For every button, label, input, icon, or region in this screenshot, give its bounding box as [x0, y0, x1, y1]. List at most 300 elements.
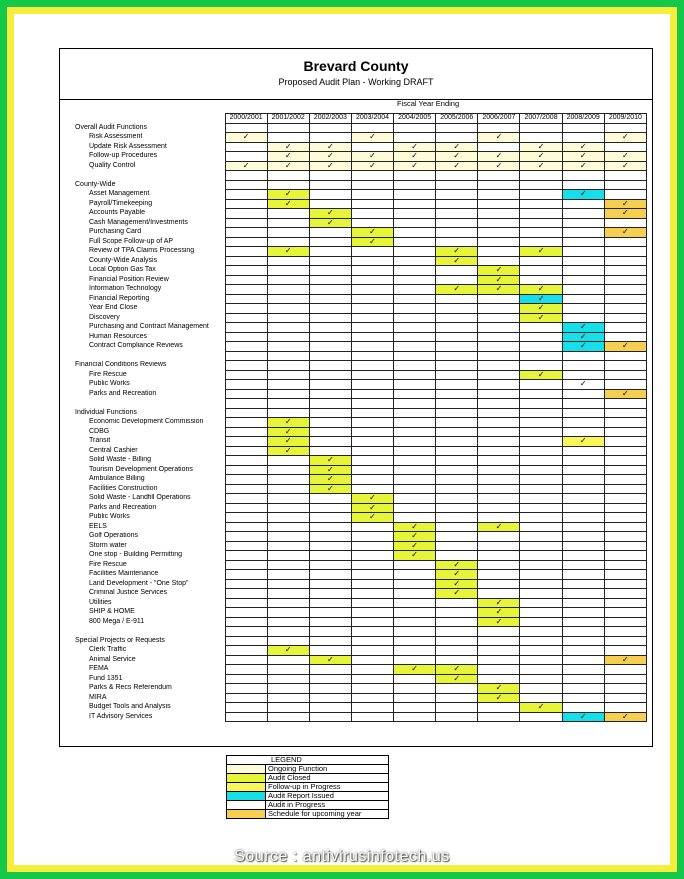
blank-label	[70, 351, 225, 361]
schedule-body	[70, 123, 647, 722]
schedule-cell	[478, 532, 520, 542]
schedule-cell	[604, 513, 646, 523]
table-row	[70, 266, 647, 276]
schedule-cell	[478, 665, 520, 675]
schedule-cell	[604, 437, 646, 447]
schedule-cell	[604, 551, 646, 561]
section-label: Overall Audit Functions	[75, 123, 147, 131]
schedule-cell	[225, 247, 267, 257]
schedule-cell	[225, 190, 267, 200]
schedule-cell	[520, 513, 562, 523]
schedule-cell	[436, 446, 478, 456]
schedule-cell	[604, 380, 646, 390]
schedule-cell	[225, 285, 267, 295]
schedule-cell	[309, 313, 351, 323]
schedule-cell	[604, 399, 646, 409]
schedule-cell	[394, 693, 436, 703]
table-row	[70, 465, 647, 475]
schedule-cell	[267, 285, 309, 295]
schedule-cell	[436, 598, 478, 608]
schedule-cell	[351, 684, 393, 694]
legend	[226, 755, 389, 819]
schedule-cell	[351, 123, 393, 133]
schedule-cell	[436, 522, 478, 532]
row-label: Local Option Gas Tax	[89, 266, 156, 274]
schedule-cell	[351, 484, 393, 494]
schedule-cell	[436, 370, 478, 380]
schedule-cell	[267, 380, 309, 390]
schedule-cell	[351, 636, 393, 646]
schedule-cell	[562, 627, 604, 637]
schedule-cell	[562, 655, 604, 665]
table-row	[70, 190, 647, 200]
table-row	[70, 646, 647, 656]
check-mark-cell: ✓	[478, 133, 520, 143]
schedule-cell	[267, 703, 309, 713]
check-mark-cell: ✓	[436, 161, 478, 171]
schedule-cell	[309, 579, 351, 589]
check-mark-cell: ✓	[267, 646, 309, 656]
schedule-cell	[309, 541, 351, 551]
schedule-cell	[309, 294, 351, 304]
schedule-cell	[351, 332, 393, 342]
check-mark-cell: ✓	[520, 294, 562, 304]
schedule-cell	[309, 589, 351, 599]
legend-label: Audit Report Issued	[266, 792, 389, 801]
schedule-cell	[604, 123, 646, 133]
schedule-cell	[394, 608, 436, 618]
schedule-cell	[562, 579, 604, 589]
schedule-cell	[267, 456, 309, 466]
table-row	[70, 285, 647, 295]
schedule-cell	[604, 703, 646, 713]
schedule-cell	[604, 636, 646, 646]
schedule-cell	[309, 446, 351, 456]
schedule-cell	[520, 551, 562, 561]
schedule-cell	[394, 180, 436, 190]
schedule-cell	[394, 228, 436, 238]
schedule-cell	[520, 598, 562, 608]
schedule-cell	[604, 323, 646, 333]
schedule-cell	[436, 237, 478, 247]
schedule-cell	[351, 446, 393, 456]
row-label: Discovery	[89, 313, 120, 321]
schedule-cell	[309, 275, 351, 285]
row-label: Purchasing Card	[89, 228, 142, 236]
schedule-cell	[394, 285, 436, 295]
check-mark-cell: ✓	[309, 655, 351, 665]
table-row	[70, 418, 647, 428]
schedule-cell	[309, 237, 351, 247]
schedule-cell	[309, 513, 351, 523]
schedule-cell	[436, 408, 478, 418]
schedule-cell	[267, 370, 309, 380]
schedule-cell	[562, 665, 604, 675]
blank-row	[70, 627, 647, 637]
check-mark-cell: ✓	[351, 503, 393, 513]
check-mark-cell: ✓	[520, 313, 562, 323]
row-label: Purchasing and Contract Management	[89, 323, 209, 331]
schedule-cell	[309, 522, 351, 532]
row-label: Parks and Recreation	[89, 389, 157, 397]
check-mark-cell: ✓	[562, 152, 604, 162]
schedule-cell	[436, 608, 478, 618]
schedule-cell	[436, 551, 478, 561]
schedule-cell	[394, 437, 436, 447]
schedule-cell	[520, 646, 562, 656]
table-row	[70, 332, 647, 342]
row-label: Fire Rescue	[89, 560, 127, 568]
schedule-cell	[394, 465, 436, 475]
schedule-cell	[394, 627, 436, 637]
schedule-cell	[225, 427, 267, 437]
table-row	[70, 152, 647, 162]
check-mark-cell: ✓	[309, 475, 351, 485]
schedule-cell	[520, 465, 562, 475]
schedule-cell	[520, 361, 562, 371]
check-mark-cell: ✓	[436, 152, 478, 162]
schedule-cell	[309, 123, 351, 133]
schedule-cell	[562, 408, 604, 418]
schedule-cell	[351, 570, 393, 580]
schedule-cell	[436, 494, 478, 504]
schedule-cell	[436, 133, 478, 143]
schedule-cell	[478, 342, 520, 352]
table-row	[70, 484, 647, 494]
schedule-cell	[351, 275, 393, 285]
schedule-cell	[436, 427, 478, 437]
schedule-cell	[436, 693, 478, 703]
legend-swatch	[227, 801, 266, 810]
check-mark-cell: ✓	[562, 161, 604, 171]
schedule-cell	[436, 228, 478, 238]
schedule-cell	[604, 370, 646, 380]
schedule-cell	[309, 304, 351, 314]
schedule-cell	[520, 399, 562, 409]
schedule-cell	[478, 389, 520, 399]
legend-title: LEGEND	[227, 756, 389, 765]
row-label: Information Technology	[89, 285, 162, 293]
schedule-cell	[351, 456, 393, 466]
schedule-cell	[436, 655, 478, 665]
check-mark-cell: ✓	[478, 522, 520, 532]
schedule-cell	[225, 123, 267, 133]
schedule-cell	[436, 703, 478, 713]
check-mark-cell: ✓	[604, 152, 646, 162]
schedule-cell	[520, 133, 562, 143]
schedule-cell	[225, 475, 267, 485]
schedule-cell	[351, 665, 393, 675]
year-header: 2004/2005	[394, 114, 436, 124]
schedule-cell	[604, 275, 646, 285]
schedule-cell	[478, 703, 520, 713]
row-label: Cash Management/Investments	[89, 218, 188, 226]
table-row	[70, 247, 647, 257]
check-mark-cell: ✓	[562, 190, 604, 200]
check-mark-cell: ✓	[520, 152, 562, 162]
schedule-cell	[604, 579, 646, 589]
check-mark-cell: ✓	[520, 161, 562, 171]
schedule-cell	[562, 266, 604, 276]
schedule-cell	[309, 399, 351, 409]
check-mark-cell: ✓	[351, 237, 393, 247]
check-mark-cell: ✓	[436, 589, 478, 599]
schedule-cell	[225, 304, 267, 314]
row-label: 800 Mega / E-911	[89, 617, 145, 625]
schedule-cell	[267, 503, 309, 513]
schedule-cell	[225, 218, 267, 228]
table-row	[70, 560, 647, 570]
document-subtitle: Proposed Audit Plan - Working DRAFT	[278, 77, 434, 87]
section-header-row	[70, 408, 647, 418]
schedule-cell	[267, 256, 309, 266]
schedule-cell	[604, 617, 646, 627]
table-row	[70, 370, 647, 380]
table-row	[70, 598, 647, 608]
schedule-cell	[478, 190, 520, 200]
schedule-cell	[309, 380, 351, 390]
schedule-cell	[225, 646, 267, 656]
schedule-cell	[309, 674, 351, 684]
schedule-cell	[562, 475, 604, 485]
legend-swatch	[227, 774, 266, 783]
schedule-cell	[309, 342, 351, 352]
schedule-cell	[351, 418, 393, 428]
schedule-cell	[351, 294, 393, 304]
schedule-cell	[394, 247, 436, 257]
schedule-cell	[436, 218, 478, 228]
schedule-cell	[478, 294, 520, 304]
schedule-cell	[604, 171, 646, 181]
schedule-cell	[478, 494, 520, 504]
check-mark-cell: ✓	[478, 266, 520, 276]
schedule-cell	[225, 551, 267, 561]
schedule-cell	[562, 684, 604, 694]
schedule-cell	[351, 218, 393, 228]
check-mark-cell: ✓	[562, 323, 604, 333]
schedule-cell	[562, 237, 604, 247]
schedule-cell	[351, 703, 393, 713]
schedule-cell	[436, 361, 478, 371]
row-label: FEMA	[89, 665, 109, 673]
schedule-cell	[267, 712, 309, 722]
schedule-cell	[436, 484, 478, 494]
schedule-cell	[604, 304, 646, 314]
check-mark-cell: ✓	[351, 152, 393, 162]
check-mark-cell: ✓	[267, 437, 309, 447]
schedule-cell	[225, 323, 267, 333]
schedule-cell	[309, 693, 351, 703]
row-label: One stop - Building Permitting	[89, 551, 182, 559]
row-label: Human Resources	[89, 332, 147, 340]
schedule-cell	[225, 294, 267, 304]
schedule-cell	[394, 133, 436, 143]
schedule-cell	[604, 456, 646, 466]
schedule-cell	[478, 370, 520, 380]
schedule-cell	[478, 142, 520, 152]
year-header-row	[70, 114, 647, 124]
schedule-cell	[478, 313, 520, 323]
schedule-cell	[562, 703, 604, 713]
check-mark-cell: ✓	[436, 285, 478, 295]
year-header: 2003/2004	[351, 114, 393, 124]
check-mark-cell: ✓	[604, 389, 646, 399]
schedule-cell	[478, 560, 520, 570]
schedule-cell	[520, 456, 562, 466]
schedule-cell	[267, 674, 309, 684]
schedule-cell	[604, 494, 646, 504]
schedule-cell	[562, 541, 604, 551]
schedule-cell	[225, 589, 267, 599]
schedule-cell	[562, 513, 604, 523]
table-row	[70, 446, 647, 456]
check-mark-cell: ✓	[478, 598, 520, 608]
schedule-cell	[604, 294, 646, 304]
schedule-cell	[478, 513, 520, 523]
schedule-cell	[604, 627, 646, 637]
schedule-cell	[309, 684, 351, 694]
section-header-row	[70, 361, 647, 371]
check-mark-cell: ✓	[394, 522, 436, 532]
check-mark-cell: ✓	[604, 199, 646, 209]
schedule-cell	[225, 560, 267, 570]
schedule-cell	[520, 190, 562, 200]
schedule-cell	[604, 465, 646, 475]
schedule-cell	[478, 484, 520, 494]
schedule-cell	[394, 389, 436, 399]
schedule-cell	[604, 427, 646, 437]
schedule-cell	[309, 180, 351, 190]
schedule-cell	[478, 180, 520, 190]
schedule-cell	[520, 541, 562, 551]
schedule-cell	[267, 541, 309, 551]
schedule-cell	[436, 399, 478, 409]
schedule-cell	[351, 693, 393, 703]
row-label: Accounts Payable	[89, 209, 146, 217]
row-label: Payroll/Timekeeping	[89, 199, 153, 207]
schedule-cell	[478, 218, 520, 228]
row-label: Solid Waste - Billing	[89, 456, 151, 464]
schedule-cell	[478, 570, 520, 580]
schedule-cell	[225, 142, 267, 152]
schedule-cell	[520, 180, 562, 190]
schedule-cell	[478, 228, 520, 238]
schedule-cell	[225, 209, 267, 219]
schedule-cell	[520, 199, 562, 209]
row-label: Ambulance Billing	[89, 475, 145, 483]
schedule-cell	[478, 361, 520, 371]
schedule-cell	[225, 532, 267, 542]
schedule-cell	[436, 636, 478, 646]
section-label: Individual Functions	[75, 408, 137, 416]
check-mark-cell: ✓	[267, 199, 309, 209]
row-label: Economic Development Commission	[89, 418, 204, 426]
check-mark-cell: ✓	[394, 161, 436, 171]
schedule-cell	[604, 237, 646, 247]
schedule-cell	[225, 522, 267, 532]
schedule-cell	[436, 684, 478, 694]
schedule-cell	[520, 418, 562, 428]
schedule-cell	[478, 712, 520, 722]
schedule-cell	[478, 427, 520, 437]
schedule-cell	[225, 579, 267, 589]
schedule-cell	[351, 323, 393, 333]
legend-swatch	[227, 810, 266, 819]
table-row	[70, 522, 647, 532]
schedule-cell	[309, 370, 351, 380]
row-label: Facilities Construction	[89, 484, 158, 492]
check-mark-cell: ✓	[520, 247, 562, 257]
schedule-cell	[351, 674, 393, 684]
table-row	[70, 532, 647, 542]
table-row	[70, 589, 647, 599]
schedule-cell	[394, 190, 436, 200]
blank-label	[70, 399, 225, 409]
check-mark-cell: ✓	[562, 437, 604, 447]
schedule-cell	[267, 636, 309, 646]
table-row	[70, 142, 647, 152]
schedule-cell	[225, 171, 267, 181]
row-label: Animal Service	[89, 655, 136, 663]
schedule-cell	[225, 256, 267, 266]
schedule-cell	[478, 456, 520, 466]
source-watermark: Source : antivirusinfotech.us	[234, 848, 450, 865]
schedule-cell	[478, 247, 520, 257]
schedule-cell	[604, 484, 646, 494]
schedule-cell	[309, 266, 351, 276]
schedule-cell	[309, 133, 351, 143]
row-label: Public Works	[89, 380, 130, 388]
check-mark-cell: ✓	[562, 712, 604, 722]
table-row	[70, 703, 647, 713]
legend-label: Audit in Progress	[266, 801, 389, 810]
blank-label	[70, 171, 225, 181]
check-mark-cell: ✓	[394, 152, 436, 162]
check-mark-cell: ✓	[309, 456, 351, 466]
schedule-cell	[309, 199, 351, 209]
schedule-cell	[267, 665, 309, 675]
schedule-cell	[604, 142, 646, 152]
schedule-cell	[478, 256, 520, 266]
check-mark-cell: ✓	[562, 342, 604, 352]
schedule-cell	[225, 541, 267, 551]
schedule-cell	[478, 323, 520, 333]
schedule-cell	[604, 598, 646, 608]
legend-swatch	[227, 783, 266, 792]
schedule-cell	[225, 342, 267, 352]
row-label: Parks & Recs Referendum	[89, 684, 172, 692]
schedule-cell	[309, 608, 351, 618]
schedule-cell	[225, 655, 267, 665]
schedule-cell	[604, 247, 646, 257]
table-row	[70, 475, 647, 485]
schedule-cell	[394, 380, 436, 390]
schedule-cell	[267, 266, 309, 276]
check-mark-cell: ✓	[351, 228, 393, 238]
schedule-cell	[562, 218, 604, 228]
schedule-cell	[394, 237, 436, 247]
schedule-cell	[267, 598, 309, 608]
schedule-cell	[267, 323, 309, 333]
schedule-cell	[267, 627, 309, 637]
schedule-cell	[351, 655, 393, 665]
schedule-cell	[394, 703, 436, 713]
schedule-cell	[562, 171, 604, 181]
check-mark-cell: ✓	[267, 152, 309, 162]
row-label: CDBG	[89, 427, 110, 435]
schedule-cell	[562, 275, 604, 285]
schedule-cell	[309, 323, 351, 333]
